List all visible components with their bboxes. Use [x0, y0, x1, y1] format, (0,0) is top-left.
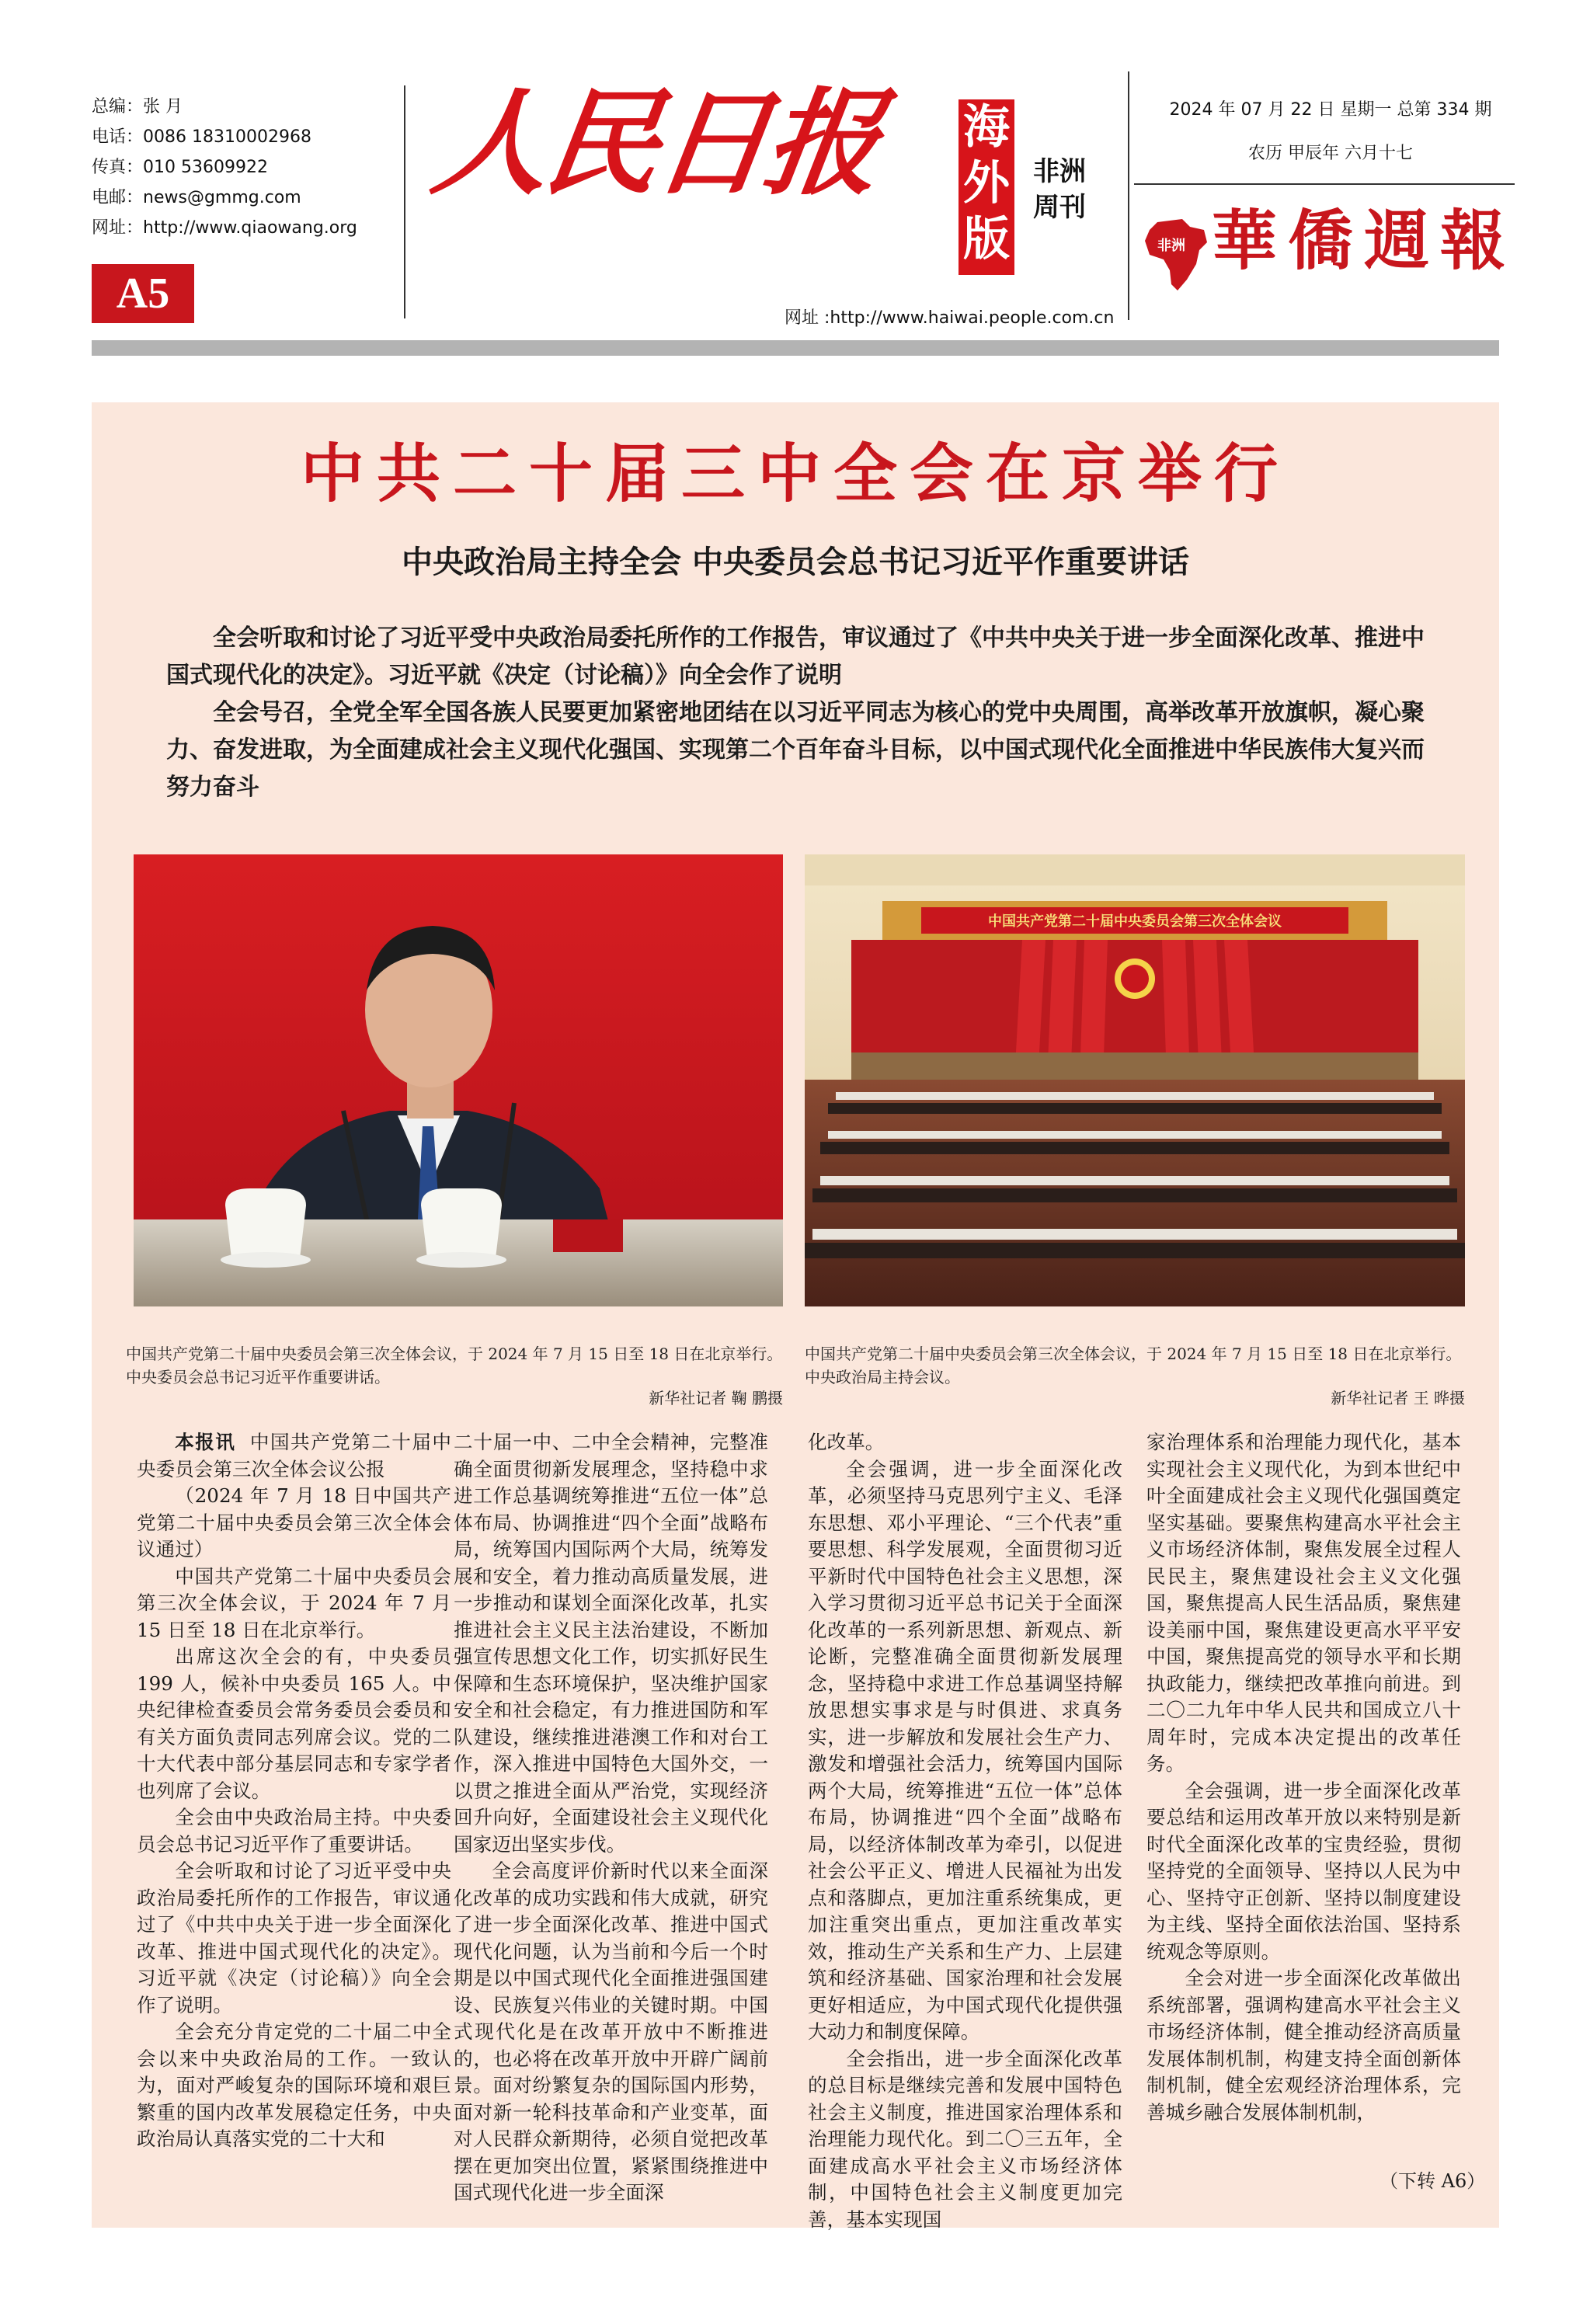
body-paragraph: 化改革。 [808, 1431, 885, 1453]
header-divider-right [1128, 71, 1129, 320]
contact-value: 010 53609922 [143, 158, 268, 177]
summary-paragraph: 全会号召，全党全军全国各族人民要更加紧密地团结在以习近平同志为核心的党中央周围，高举改革开放旗帜，凝心聚力、奋发进取，为全面建成社会主义现代化强国、实现第二个百年奋斗目标，以中国式现代化全面推进中华民族伟大复兴而努力奋斗 [166, 699, 1425, 801]
body-paragraph: 全会强调，进一步全面深化改革要总结和运用改革开放以来特别是新时代全面深化改革的宝贵经验，贯彻坚持党的全面领导、坚持以人民为中心、坚持守正创新、坚持以制度建设为主线、坚持全面依法治国、坚持系统观念等原则。 [1146, 1779, 1461, 1963]
dateline-rule [1134, 183, 1515, 185]
photo-caption: 中国共产党第二十届中央委员会第三次全体会议，于 2024 年 7 月 15 日至 18 日在北京举行。中央政治局主持会议。 [805, 1345, 1462, 1386]
contact-label: 传真 [92, 158, 127, 177]
contact-row-fax: 传真：010 53609922 [92, 158, 268, 177]
contact-row-web: 网址：http://www.qiaowang.org [92, 218, 357, 238]
body-column-1 [137, 1429, 451, 2175]
dateline [1156, 89, 1505, 176]
contact-value: 张 月 [143, 97, 183, 117]
body-column-2 [454, 1429, 768, 2204]
masthead-title: 人民日报 [425, 75, 886, 210]
body-text: 中国共产党第二十届中央委员会第三次全体会议公报 [137, 1431, 451, 1480]
body-paragraph: （2024 年 7 月 18 日中国共产党第二十届中央委员会第三次全体会议通过） [137, 1484, 451, 1560]
lunar-date: 农历 甲辰年 六月十七 [1248, 144, 1413, 163]
contact-label: 总编 [92, 97, 127, 117]
body-paragraph: 全会高度评价新时代以来全面深化改革的成功实践和伟大成就，研究了进一步全面深化改革、推进中国式现代化问题，认为当前和今后一个时期是以中国式现代化全面推进强国建设、民族复兴伟业的关键时期。中国式现代化是在改革开放中不断推进的，也必将在改革开放中开辟广阔前景。面对纷繁复杂的国际国内形势，面对新一轮科技革命和产业变革，面对人民群众新期待，必须自觉把改革摆在更加突出位置，紧紧围绕推进中国式现代化进一步全面深 [454, 1860, 768, 2204]
photo-credit: 新华社记者 鞠 鹏摄 [649, 1389, 783, 1407]
contact-label: 电邮 [92, 188, 127, 207]
photo-credit: 新华社记者 王 晔摄 [1331, 1389, 1465, 1407]
photo-caption: 中国共产党第二十届中央委员会第三次全体会议，于 2024 年 7 月 15 日至 18 日在北京举行。中央委员会总书记习近平作重要讲话。 [126, 1345, 783, 1386]
body-paragraph: 全会强调，进一步全面深化改革，必须坚持马克思列宁主义、毛泽东思想、邓小平理论、“三个代表”重要思想、科学发展观，全面贯彻习近平新时代中国特色社会主义思想，深入学习贯彻习近平总书记关于全面深化改革的一系列新思想、新观点、新论断，完整准确全面贯彻新发展理念，坚持稳中求进工作总基调坚持解放思想实事求是与时俱进、求真务实，进一步解放和发展社会生产力、激发和增强社会活力，统筹国内国际两个大局，统筹推进“五位一体”总体布局，协调推进“四个全面”战略布局，以经济体制改革为牵引，以促进社会公平正义、增进人民福祉为出发点和落脚点，更加注重系统集成，更加注重突出重点，更加注重改革实效，推动生产关系和生产力、上层建筑和经济基础、国家治理和社会发展更好相适应，为中国式现代化提供强大动力和制度保障。 [808, 1457, 1122, 2043]
header-rule-bar [92, 340, 1499, 356]
contact-web-link[interactable]: http://www.qiaowang.org [143, 218, 357, 238]
continued-on-link[interactable]: （下转 A6） [1380, 2170, 1486, 2192]
header-divider-left [404, 85, 405, 318]
body-paragraph: 家治理体系和治理能力现代化，基本实现社会主义现代化，为到本世纪中叶全面建成社会主义现代化强国奠定坚实基础。要聚焦构建高水平社会主义市场经济体制，聚焦发展全过程人民民主，聚焦建设社会主义文化强国，聚焦提高人民生活品质，聚焦建设美丽中国，聚焦建设更高水平平安中国，聚焦提高党的领导水平和长期执政能力，继续把改革推向前进。到二〇二九年中华人民共和国成立八十周年时，完成本决定提出的改革任务。 [1146, 1431, 1461, 1775]
subheadline: 中央政治局主持全会 中央委员会总书记习近平作重要讲话 [402, 544, 1189, 580]
plenary-hall-photo-icon [805, 854, 1465, 1306]
edition-badge: 海外版 [959, 99, 1014, 275]
contact-row-phone: 电话：0086 18310002968 [92, 127, 311, 147]
contact-row-email: 电邮：news@gmmg.com [92, 188, 301, 207]
issue-date: 2024 年 07 月 22 日 星期一 总第 334 期 [1169, 100, 1492, 120]
body-column-3 [808, 1429, 1122, 2231]
masthead-website[interactable]: 网址 :http://www.haiwai.people.com.cn [785, 308, 1115, 328]
summary-paragraph: 全会听取和讨论了习近平受中央政治局委托所作的工作报告，审议通过了《中共中央关于进一步全面深化改革、推进中国式现代化的决定》。习近平就《决定（讨论稿）》向全会作了说明 [166, 624, 1425, 689]
page-number-badge: A5 [92, 264, 194, 323]
body-paragraph: 全会听取和讨论了习近平受中央政治局委托所作的工作报告，审议通过了《中共中央关于进一步全面深化改革、推进中国式现代化的决定》。习近平就《决定（讨论稿）》向全会作了说明。 [137, 1860, 451, 2016]
plenary-hall-photo [805, 854, 1465, 1306]
body-paragraph: 全会对进一步全面深化改革做出系统部署，强调构建高水平社会主义市场经济体制，健全推动经济高质量发展体制机制，构建支持全面创新体制机制，健全宏观经济治理体系，完善城乡融合发展体制机制， [1146, 1967, 1461, 2124]
contact-email-link[interactable]: news@gmmg.com [143, 188, 301, 207]
body-paragraph: 全会由中央政治局主持。中央委员会总书记习近平作了重要讲话。 [137, 1806, 451, 1856]
body-paragraph: 二十届一中、二中全会精神，完整准确全面贯彻新发展理念，坚持稳中求进工作总基调统筹推进“五位一体”总体布局、协调推进“四个全面”战略布局，统筹国内国际两个大局，统筹发展和安全，着力推动高质量发展，进一步推动和谋划全面深化改革，扎实推进社会主义民主法治建设，不断加强宣传思想文化工作，切实抓好民生保障和生态环境保护，坚决维护国家安全和社会稳定，有力推进国防和军队建设，继续推进港澳工作和对台工作，深入推进中国特色大国外交，一以贯之推进全面从严治党，实现经济回升向好，全面建设社会主义现代化国家迈出坚实步伐。 [454, 1431, 768, 1856]
partner-logo-tag: 非洲 [1157, 238, 1185, 254]
contact-value: 0086 18310002968 [143, 127, 311, 147]
body-paragraph: 全会指出，进一步全面深化改革的总目标是继续完善和发展中国特色社会主义制度，推进国家治理体系和治理能力现代化。到二〇三五年，全面建成高水平社会主义市场经济体制，中国特色社会主义制度更加完善，基本实现国 [808, 2047, 1122, 2231]
contact-label: 电话 [92, 127, 127, 147]
africa-map-icon [1142, 216, 1210, 294]
body-column-4 [1146, 1429, 1461, 2152]
body-paragraph: 出席这次全会的有，中央委员 199 人，候补中央委员 165 人。中央纪律检查委员会常务委员会委员和有关方面负责同志列席会议。党的二十大代表中部分基层同志和专家学者也列席了会议。 [137, 1645, 451, 1802]
body-paragraph [137, 1429, 451, 1483]
supplement-label: 非洲周刊 [1033, 156, 1086, 223]
lead-tag: 本报讯 [175, 1431, 236, 1453]
speaker-photo [134, 854, 783, 1306]
contact-info [92, 92, 357, 243]
article-summary [166, 620, 1425, 806]
partner-logo-text: 華僑週報 [1212, 202, 1517, 279]
body-paragraph: 中国共产党第二十届中央委员会第三次全体会议，于 2024 年 7 月 15 日至 18 日在北京举行。 [137, 1564, 451, 1641]
contact-row-editor: 总编：张 月 [92, 97, 183, 117]
contact-label: 网址 [92, 218, 127, 238]
hall-banner: 中国共产党第二十届中央委员会第三次全体会议 [988, 913, 1282, 930]
headline: 中共二十届三中全会在京举行 [300, 437, 1290, 511]
speaker-photo-icon [134, 854, 783, 1306]
body-paragraph: 全会充分肯定党的二十届二中全会以来中央政治局的工作。一致认为，面对严峻复杂的国际环境和艰巨繁重的国内改革发展稳定任务，中央政治局认真落实党的二十大和 [137, 2020, 451, 2150]
